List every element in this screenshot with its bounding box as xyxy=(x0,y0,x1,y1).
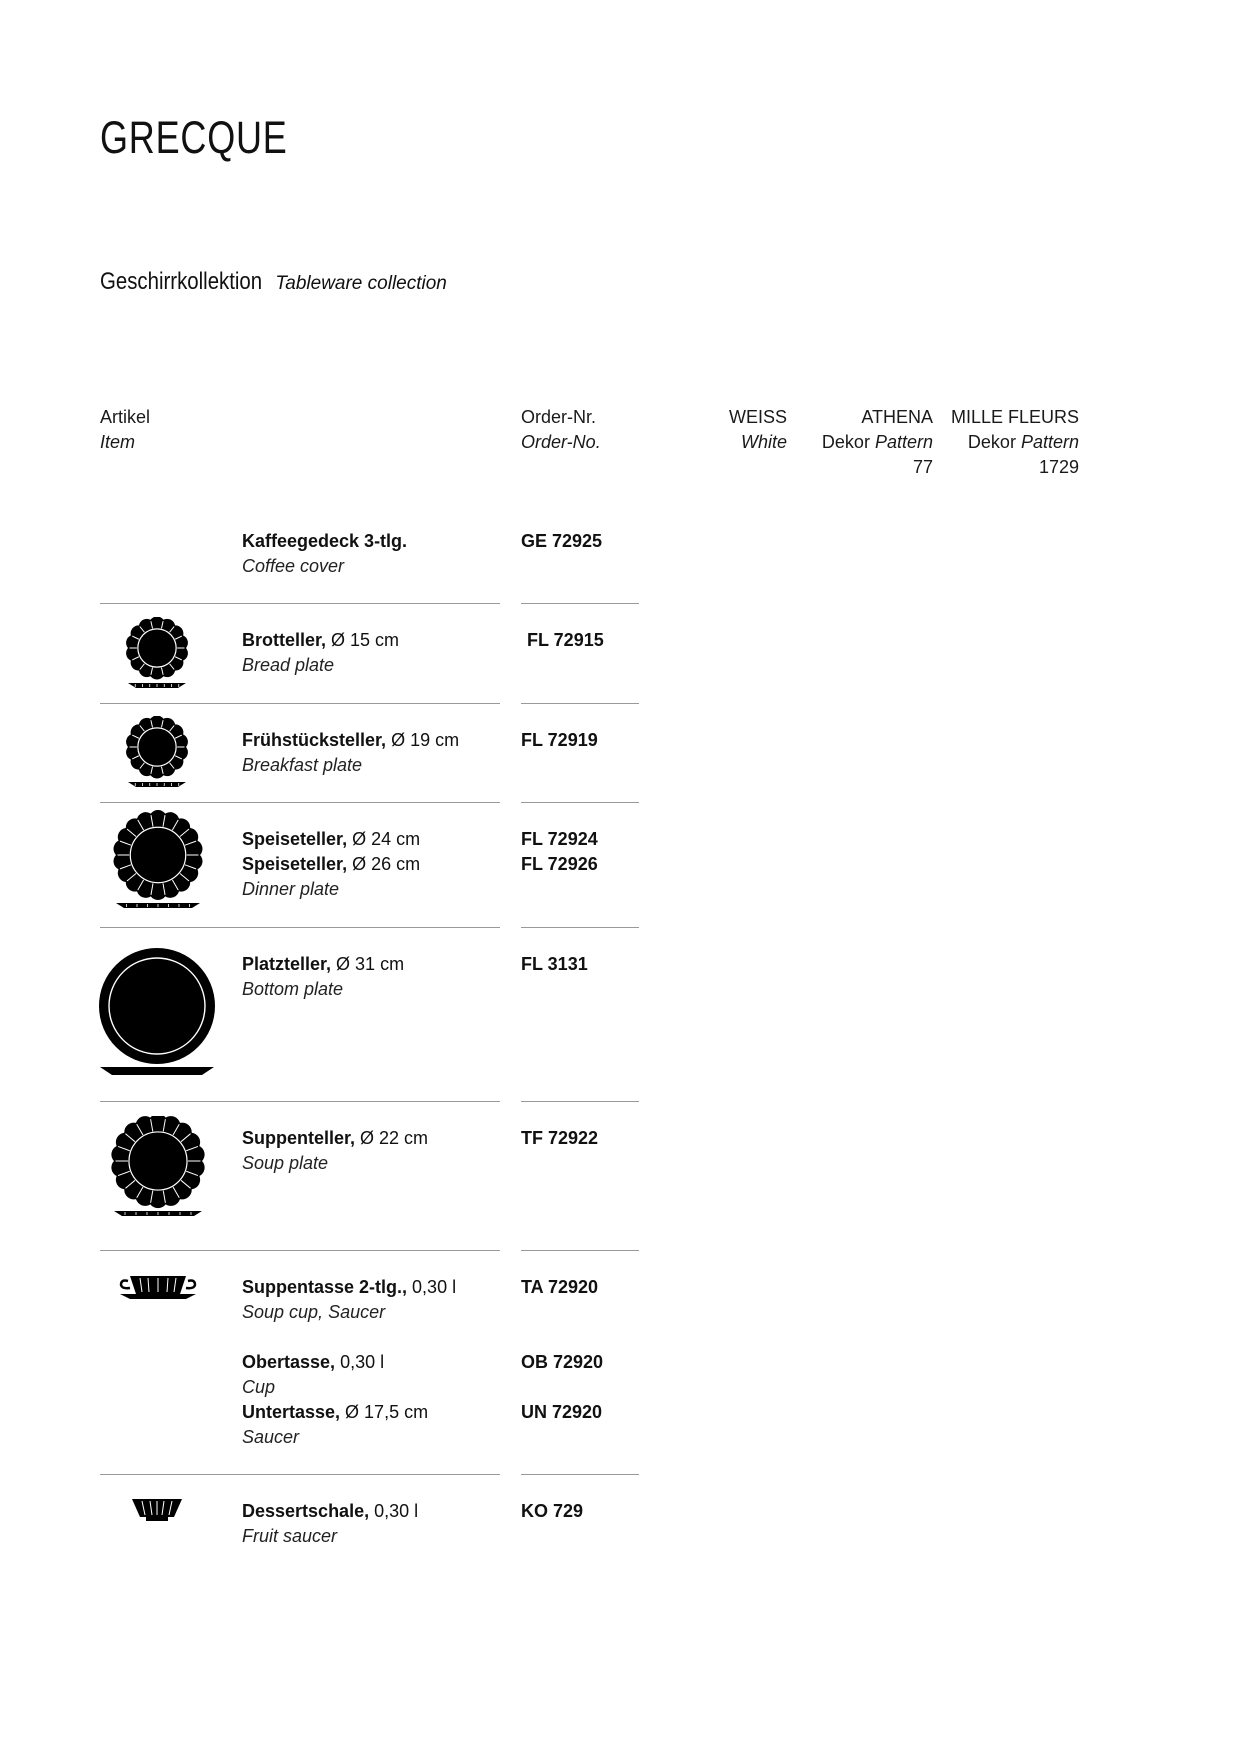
header-order-en: Order-No. xyxy=(521,432,601,452)
row-divider xyxy=(521,927,639,928)
item-english-name: Saucer xyxy=(242,1427,300,1447)
subtitle-en: Tableware collection xyxy=(275,273,447,294)
order-number: UN 72920 xyxy=(521,1402,603,1422)
item-bottom-plate xyxy=(242,952,404,1002)
subtitle-de: Geschirrkollektion xyxy=(100,268,263,295)
row-divider xyxy=(100,703,500,704)
item-soup-cup xyxy=(242,1275,456,1325)
header-mille-fleurs xyxy=(951,405,1079,480)
header-athena-number: 77 xyxy=(912,457,933,477)
header-weiss-en: White xyxy=(740,432,787,452)
row-divider xyxy=(100,603,500,604)
fluted-plate-icon xyxy=(110,1116,206,1230)
order-number: GE 72925 xyxy=(521,531,603,551)
order-number: TA 72920 xyxy=(521,1277,599,1297)
item-name: Untertasse, Ø 17,5 cm xyxy=(242,1402,429,1422)
item-coffee-cover xyxy=(242,529,407,579)
item-dessert-bowl xyxy=(242,1499,418,1549)
header-item xyxy=(100,405,150,455)
item-bread-plate xyxy=(242,628,399,678)
page-title: GRECQUE xyxy=(100,112,288,163)
order-number: FL 72919 xyxy=(521,730,598,750)
row-divider xyxy=(521,1101,639,1102)
item-name: Suppentasse 2-tlg., 0,30 l xyxy=(242,1277,457,1297)
header-athena xyxy=(822,405,933,480)
item-name: Kaffeegedeck 3-tlg. xyxy=(242,531,408,551)
header-item-en: Item xyxy=(100,432,136,452)
fluted-plate-icon xyxy=(122,716,192,788)
row-divider xyxy=(521,603,639,604)
header-item-de: Artikel xyxy=(100,407,151,427)
item-name: Frühstücksteller, Ø 19 cm xyxy=(242,730,460,750)
item-english-name: Soup cup, Saucer xyxy=(242,1302,386,1322)
header-weiss-de: WEISS xyxy=(728,407,787,427)
item-cup-and-saucer xyxy=(242,1350,428,1450)
item-english-name: Fruit saucer xyxy=(242,1526,338,1546)
item-english-name: Bottom plate xyxy=(242,979,344,999)
item-name: Platzteller, Ø 31 cm xyxy=(242,954,405,974)
item-breakfast-plate xyxy=(242,728,459,778)
item-name: Obertasse, 0,30 l xyxy=(242,1352,385,1372)
order-number: FL 72915 xyxy=(527,630,604,650)
dessert-bowl-icon xyxy=(130,1497,184,1523)
fluted-plate-icon xyxy=(112,810,204,914)
order-number: KO 729 xyxy=(521,1501,584,1521)
item-english-name: Soup plate xyxy=(242,1153,329,1173)
row-divider xyxy=(521,1250,639,1251)
soup-cup-icon xyxy=(118,1270,198,1302)
header-athena-pattern: Dekor Pattern xyxy=(821,432,933,452)
item-english-name: Bread plate xyxy=(242,655,335,675)
item-dinner-plate xyxy=(242,827,420,902)
header-mille-name: MILLE FLEURS xyxy=(950,407,1079,427)
row-divider xyxy=(100,802,500,803)
row-divider xyxy=(100,1474,500,1475)
header-mille-pattern: Dekor Pattern xyxy=(967,432,1079,452)
row-divider xyxy=(521,1474,639,1475)
item-english-name: Breakfast plate xyxy=(242,755,363,775)
item-english-name: Dinner plate xyxy=(242,879,340,899)
item-english-name: Cup xyxy=(242,1377,276,1397)
order-number-list xyxy=(521,827,598,877)
row-divider xyxy=(100,927,500,928)
item-english-name: Coffee cover xyxy=(242,556,345,576)
header-weiss xyxy=(729,405,787,455)
row-divider xyxy=(100,1250,500,1251)
item-name: Speiseteller, Ø 26 cm xyxy=(242,854,421,874)
order-number: FL 72926 xyxy=(521,854,598,874)
row-divider xyxy=(521,802,639,803)
item-soup-plate xyxy=(242,1126,428,1176)
order-number: FL 3131 xyxy=(521,954,588,974)
order-number: FL 72924 xyxy=(521,829,598,849)
row-divider xyxy=(521,703,639,704)
fluted-plate-icon xyxy=(122,617,192,689)
item-name: Speiseteller, Ø 24 cm xyxy=(242,829,421,849)
order-number: TF 72922 xyxy=(521,1128,599,1148)
page-subtitle xyxy=(100,268,447,296)
item-name: Suppenteller, Ø 22 cm xyxy=(242,1128,429,1148)
item-name: Dessertschale, 0,30 l xyxy=(242,1501,419,1521)
header-athena-name: ATHENA xyxy=(861,407,933,427)
item-name: Brotteller, Ø 15 cm xyxy=(242,630,400,650)
header-order-de: Order-Nr. xyxy=(521,407,597,427)
row-divider xyxy=(100,1101,500,1102)
round-plate-icon xyxy=(98,944,216,1078)
header-mille-number: 1729 xyxy=(1038,457,1079,477)
header-order xyxy=(521,405,601,455)
order-number: OB 72920 xyxy=(521,1352,604,1372)
